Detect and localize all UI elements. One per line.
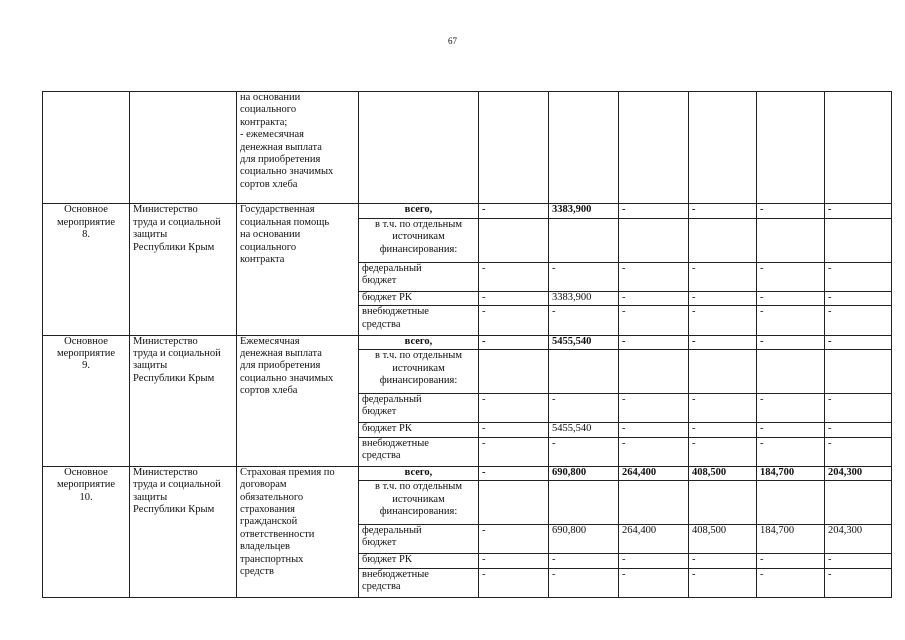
amount-cell: - bbox=[619, 306, 689, 335]
amount-cell bbox=[619, 219, 689, 263]
amount-cell: - bbox=[825, 393, 892, 422]
empty-cell bbox=[359, 92, 479, 204]
funding-source: в т.ч. по отдельным источникам финансирования: bbox=[359, 350, 479, 394]
empty-cell bbox=[689, 92, 757, 204]
funding-source: в т.ч. по отдельным источникам финансирования: bbox=[359, 219, 479, 263]
executor: Министерство труда и социальной защиты Республики Крым bbox=[130, 204, 237, 335]
amount-cell: - bbox=[689, 291, 757, 306]
amount-cell: - bbox=[825, 204, 892, 219]
amount-cell: - bbox=[479, 422, 549, 437]
amount-cell: - bbox=[479, 262, 549, 291]
funding-source: федеральный бюджет bbox=[359, 262, 479, 291]
amount-cell bbox=[825, 481, 892, 525]
funding-source: федеральный бюджет bbox=[359, 524, 479, 553]
amount-cell: 204,300 bbox=[825, 524, 892, 553]
amount-cell: - bbox=[549, 437, 619, 466]
amount-cell: - bbox=[619, 262, 689, 291]
funding-source: внебюджетные средства bbox=[359, 306, 479, 335]
amount-cell bbox=[549, 481, 619, 525]
activity-name: Основное мероприятие 9. bbox=[43, 335, 130, 466]
amount-cell bbox=[825, 350, 892, 394]
empty-cell bbox=[479, 92, 549, 204]
empty-cell bbox=[130, 92, 237, 204]
amount-cell bbox=[479, 350, 549, 394]
amount-cell: - bbox=[825, 422, 892, 437]
amount-cell: 184,700 bbox=[757, 524, 825, 553]
amount-cell: - bbox=[479, 204, 549, 219]
funding-source: в т.ч. по отдельным источникам финансирования: bbox=[359, 481, 479, 525]
amount-cell: - bbox=[825, 291, 892, 306]
amount-cell: - bbox=[757, 262, 825, 291]
amount-cell: - bbox=[549, 262, 619, 291]
budget-table bbox=[42, 91, 892, 598]
funding-source: всего, bbox=[359, 204, 479, 219]
amount-cell: - bbox=[619, 422, 689, 437]
amount-cell bbox=[689, 350, 757, 394]
amount-cell: - bbox=[689, 568, 757, 597]
amount-cell bbox=[757, 219, 825, 263]
amount-cell: - bbox=[757, 437, 825, 466]
amount-cell: - bbox=[757, 306, 825, 335]
amount-cell: - bbox=[549, 306, 619, 335]
executor: Министерство труда и социальной защиты Республики Крым bbox=[130, 466, 237, 597]
amount-cell: - bbox=[689, 306, 757, 335]
amount-cell: - bbox=[757, 291, 825, 306]
amount-cell bbox=[549, 350, 619, 394]
amount-cell: 184,700 bbox=[757, 466, 825, 481]
amount-cell bbox=[757, 350, 825, 394]
empty-cell bbox=[825, 92, 892, 204]
amount-cell bbox=[549, 219, 619, 263]
amount-cell bbox=[825, 219, 892, 263]
amount-cell: - bbox=[757, 554, 825, 569]
funding-source: внебюджетные средства bbox=[359, 568, 479, 597]
amount-cell: - bbox=[619, 291, 689, 306]
amount-cell: - bbox=[757, 204, 825, 219]
amount-cell bbox=[479, 481, 549, 525]
table-row bbox=[43, 335, 892, 350]
amount-cell: - bbox=[619, 437, 689, 466]
amount-cell: - bbox=[689, 204, 757, 219]
amount-cell: - bbox=[689, 554, 757, 569]
amount-cell: - bbox=[689, 262, 757, 291]
amount-cell: - bbox=[825, 306, 892, 335]
amount-cell: - bbox=[619, 204, 689, 219]
amount-cell bbox=[619, 350, 689, 394]
activity-description: Страховая премия по договорам обязательного страхования гражданской ответственности владельцев транспортных средств bbox=[237, 466, 359, 597]
funding-source: всего, bbox=[359, 335, 479, 350]
activity-description: Государственная социальная помощь на основании социального контракта bbox=[237, 204, 359, 335]
funding-source: внебюджетные средства bbox=[359, 437, 479, 466]
amount-cell: - bbox=[479, 437, 549, 466]
amount-cell: 264,400 bbox=[619, 466, 689, 481]
amount-cell: 264,400 bbox=[619, 524, 689, 553]
amount-cell: 690,800 bbox=[549, 524, 619, 553]
continued-description: на основании социального контракта; - ежемесячная денежная выплата для приобретения социально значимых сортов хлеба bbox=[237, 92, 359, 204]
amount-cell: - bbox=[689, 437, 757, 466]
empty-cell bbox=[757, 92, 825, 204]
amount-cell: - bbox=[689, 335, 757, 350]
amount-cell: - bbox=[479, 291, 549, 306]
amount-cell: - bbox=[479, 335, 549, 350]
continuation-row bbox=[43, 92, 892, 204]
amount-cell: - bbox=[757, 422, 825, 437]
amount-cell bbox=[689, 481, 757, 525]
funding-source: всего, bbox=[359, 466, 479, 481]
amount-cell: - bbox=[549, 554, 619, 569]
amount-cell: - bbox=[479, 554, 549, 569]
executor: Министерство труда и социальной защиты Республики Крым bbox=[130, 335, 237, 466]
amount-cell: - bbox=[757, 568, 825, 597]
amount-cell: - bbox=[479, 306, 549, 335]
activity-description: Ежемесячная денежная выплата для приобретения социально значимых сортов хлеба bbox=[237, 335, 359, 466]
amount-cell: - bbox=[479, 568, 549, 597]
funding-source: федеральный бюджет bbox=[359, 393, 479, 422]
empty-cell bbox=[619, 92, 689, 204]
amount-cell bbox=[757, 481, 825, 525]
amount-cell: - bbox=[689, 422, 757, 437]
amount-cell: 5455,540 bbox=[549, 335, 619, 350]
table-row bbox=[43, 204, 892, 219]
amount-cell: - bbox=[619, 335, 689, 350]
funding-source: бюджет РК bbox=[359, 291, 479, 306]
amount-cell: - bbox=[479, 393, 549, 422]
amount-cell: 690,800 bbox=[549, 466, 619, 481]
amount-cell: - bbox=[689, 393, 757, 422]
amount-cell bbox=[689, 219, 757, 263]
amount-cell: - bbox=[825, 568, 892, 597]
amount-cell: 5455,540 bbox=[549, 422, 619, 437]
amount-cell: - bbox=[825, 437, 892, 466]
amount-cell: - bbox=[825, 554, 892, 569]
amount-cell: - bbox=[619, 393, 689, 422]
amount-cell: 3383,900 bbox=[549, 291, 619, 306]
empty-cell bbox=[43, 92, 130, 204]
amount-cell: - bbox=[479, 466, 549, 481]
amount-cell: - bbox=[549, 393, 619, 422]
table-row bbox=[43, 466, 892, 481]
amount-cell: 408,500 bbox=[689, 524, 757, 553]
amount-cell: - bbox=[825, 335, 892, 350]
amount-cell: - bbox=[479, 524, 549, 553]
amount-cell: - bbox=[825, 262, 892, 291]
amount-cell bbox=[479, 219, 549, 263]
activity-name: Основное мероприятие 8. bbox=[43, 204, 130, 335]
activity-name: Основное мероприятие 10. bbox=[43, 466, 130, 597]
empty-cell bbox=[549, 92, 619, 204]
amount-cell: 408,500 bbox=[689, 466, 757, 481]
funding-source: бюджет РК bbox=[359, 422, 479, 437]
amount-cell bbox=[619, 481, 689, 525]
page-number: 67 bbox=[448, 36, 457, 46]
amount-cell: - bbox=[549, 568, 619, 597]
amount-cell: 3383,900 bbox=[549, 204, 619, 219]
amount-cell: - bbox=[757, 335, 825, 350]
amount-cell: 204,300 bbox=[825, 466, 892, 481]
amount-cell: - bbox=[757, 393, 825, 422]
amount-cell: - bbox=[619, 568, 689, 597]
funding-source: бюджет РК bbox=[359, 554, 479, 569]
amount-cell: - bbox=[619, 554, 689, 569]
